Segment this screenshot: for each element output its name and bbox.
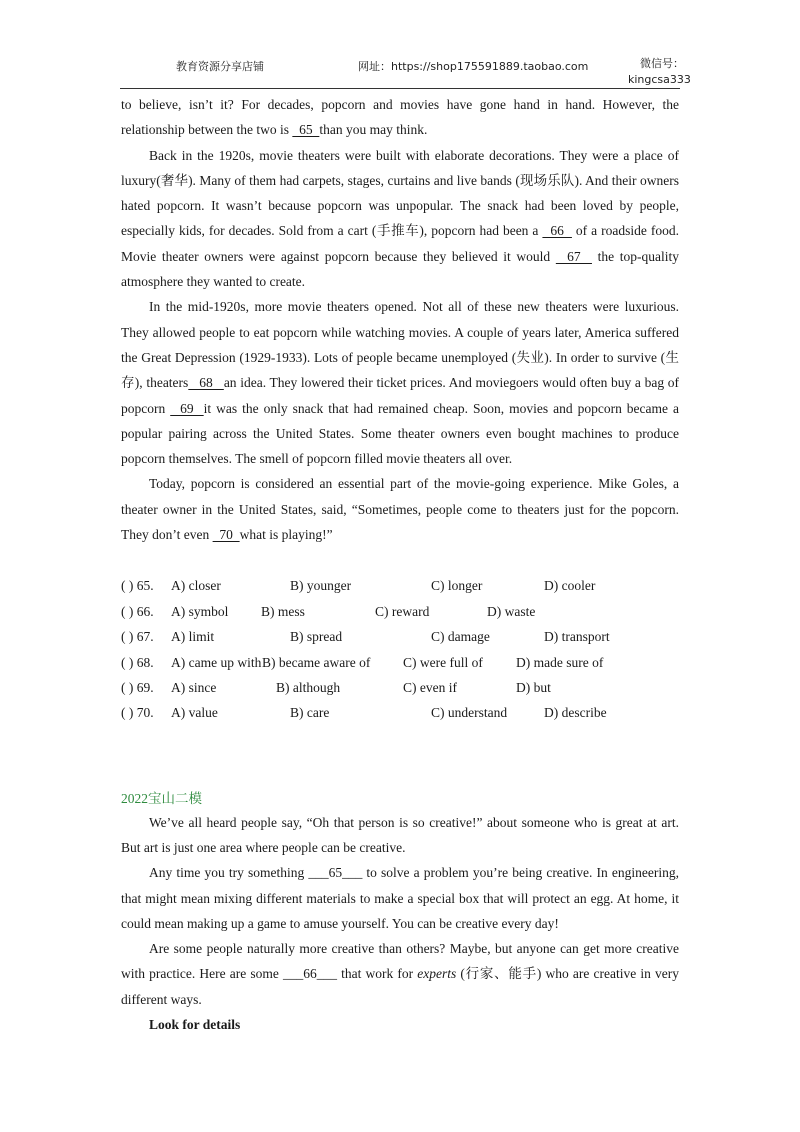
passage2-paragraph-1: We’ve all heard people say, “Oh that person is so creative!” about someone who is great at art. But art is just one area where people can be creative. [121, 814, 679, 855]
shop-url: 网址：https://shop175591889.taobao.com [358, 60, 589, 73]
option-d: D) made sure of [516, 654, 604, 670]
question-row [121, 675, 679, 700]
text: Are some people naturally more creative than others? Maybe, but anyone can get more creative with practice. Here are some [121, 941, 679, 982]
text: to solve a problem you’re being creative. In engineering, that might mean mixing different materials to make a special box that will protect an egg. At home, it could mean making up a game to amuse yourself. You can be creative every day! [121, 865, 679, 931]
text: to believe, isn’t it? For decades, popcorn and movies have gone hand in hand. However, the relationship between the two is [121, 97, 679, 138]
option-d: D) waste [487, 603, 536, 619]
wechat-label: 微信号： [640, 57, 684, 70]
passage2-paragraph-2 [121, 860, 679, 936]
option-c: C) understand [431, 705, 508, 721]
option-c: C) were full of [403, 654, 483, 670]
option-b: B) spread [290, 629, 343, 645]
option-a: A) value [171, 705, 218, 721]
text: In the mid-1920s, more movie theaters opened. Not all of these new theaters were luxurious. They allowed people to eat popcorn while watching movies. A couple of years later, America suffered the Great Depression (1929-1933). Lots of people became unemployed (失业). In order to survive (生存), theaters [121, 299, 679, 391]
question-number: ( ) 66. [121, 603, 154, 619]
blank-66: ___66___ [282, 966, 337, 982]
question-row [121, 700, 679, 725]
question-list [121, 573, 679, 725]
blank-66: 66 [542, 223, 572, 239]
question-row [121, 599, 679, 624]
option-a: A) since [171, 679, 217, 695]
blank-70: 70 [212, 527, 240, 543]
text: of a roadside food. Movie theater owners were against popcorn because they believed it would [121, 223, 679, 264]
option-d: D) cooler [544, 578, 596, 594]
subheading: Look for details [149, 1017, 241, 1033]
question-number: ( ) 67. [121, 629, 154, 645]
question-number: ( ) 69. [121, 679, 154, 695]
passage1-paragraph-1 [121, 92, 679, 143]
option-c: C) longer [431, 578, 483, 594]
document-body [121, 92, 679, 1037]
question-number: ( ) 65. [121, 578, 154, 594]
question-row [121, 650, 679, 675]
question-number: ( ) 70. [121, 705, 154, 721]
blank-67: 67 [555, 248, 592, 264]
passage1-paragraph-4 [121, 471, 679, 547]
emphasis-experts: experts [417, 966, 457, 982]
text: the top-quality atmosphere they wanted to create. [121, 248, 679, 290]
blank-69: 69 [170, 400, 204, 416]
header-divider [120, 88, 680, 89]
text: Back in the 1920s, movie theaters were built with elaborate decorations. They were a place of luxury(奢华). Many of them had carpets, stages, curtains and live bands (现场乐队). And their owners hated popcorn. It wasn’t because popcorn was unpopular. The snack had been loved by people, especially kids, for decades. Sold from a cart (手推车), popcorn had been a [121, 147, 679, 239]
blank-65: ___65___ [308, 865, 363, 881]
option-b: B) mess [261, 603, 305, 619]
shop-name: 教育资源分享店铺 [176, 60, 264, 73]
text: an idea. They lowered their ticket prices. And moviegoers would often buy a bag of popcorn [121, 375, 679, 416]
question-number: ( ) 68. [121, 654, 154, 670]
wechat-id [628, 56, 691, 88]
text: than you may think. [319, 122, 428, 138]
option-b: B) although [276, 679, 341, 695]
question-row [121, 624, 679, 649]
option-a: A) closer [171, 578, 221, 594]
passage2-paragraph-3 [121, 936, 679, 1012]
option-d: D) but [516, 679, 551, 695]
option-c: C) reward [375, 603, 430, 619]
option-a: A) symbol [171, 603, 229, 619]
option-d: D) describe [544, 705, 607, 721]
option-b: B) care [290, 705, 330, 721]
option-c: C) damage [431, 629, 490, 645]
text: Any time you try something [149, 865, 309, 881]
passage1-paragraph-2 [121, 143, 679, 295]
text: Today, popcorn is considered an essential part of the movie-going experience. Mike Goles, a theater owner in the United States, said, “Sometimes, people come to theaters just for the popcorn. They don’t even [121, 476, 679, 543]
text: what is playing!” [239, 527, 333, 543]
section-title: 2022宝山二模 [121, 790, 202, 806]
option-a: A) limit [171, 629, 215, 645]
blank-65: 65 [292, 122, 320, 138]
text: (行家、能手) who are creative in very different ways. [121, 966, 679, 1007]
option-b: B) became aware of [262, 654, 371, 670]
option-b: B) younger [290, 578, 352, 594]
text: it was the only snack that had remained cheap. Soon, movies and popcorn became a popular pairing across the United States. Some theater owners even bought machines to produce popcorn themselves. The smell of popcorn filled movie theaters all over. [121, 400, 679, 467]
page-header [120, 52, 691, 86]
option-d: D) transport [544, 629, 610, 645]
text: that work for [336, 966, 418, 982]
option-c: C) even if [403, 679, 457, 695]
passage1-paragraph-3 [121, 294, 679, 471]
question-row [121, 573, 679, 598]
option-a: A) came up with [171, 654, 262, 670]
wechat-value: kingcsa333 [628, 73, 691, 86]
blank-68: 68 [188, 375, 224, 391]
